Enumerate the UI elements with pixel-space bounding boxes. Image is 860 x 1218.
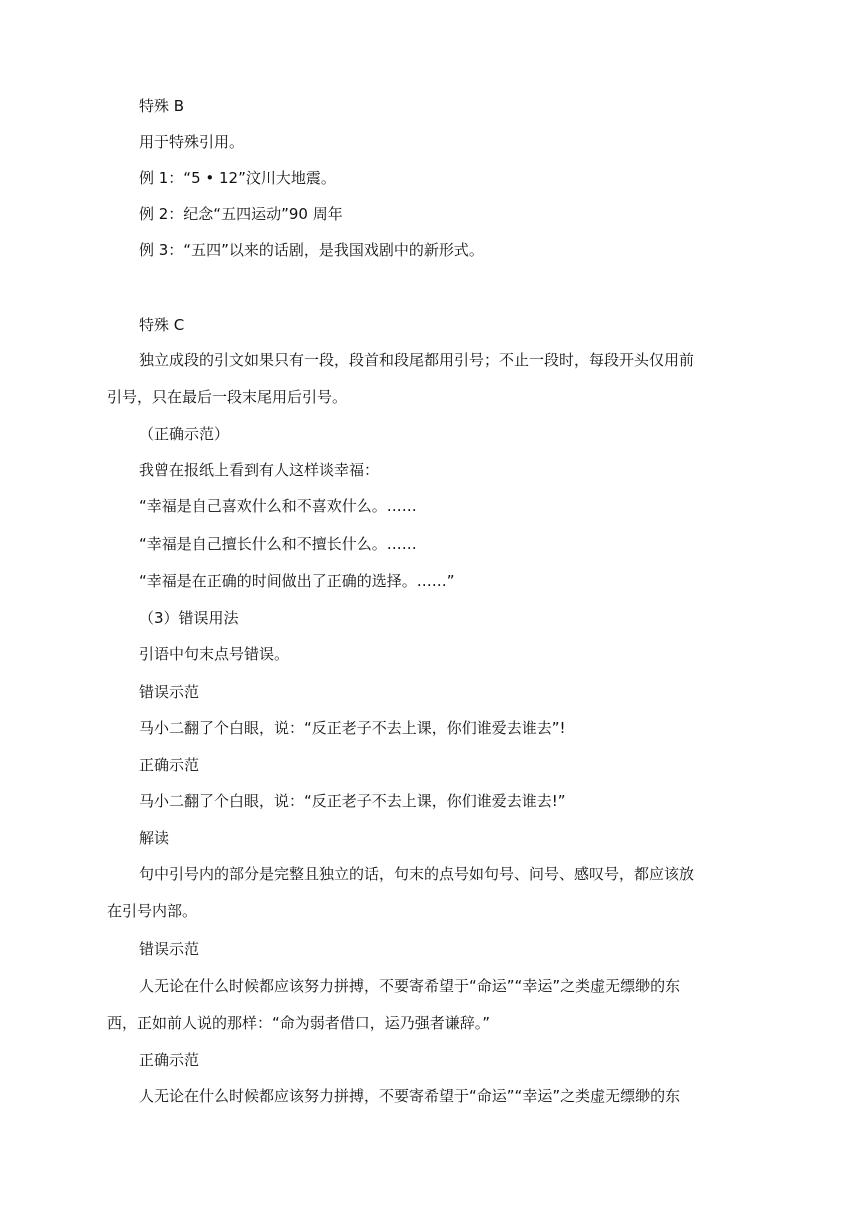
section-c-description <box>107 350 755 407</box>
section-3-heading: （3）错误用法 <box>139 609 239 627</box>
wrong-example-text-1: 马小二翻了个白眼，说：“反正老子不去上课，你们谁爱去谁去”! <box>139 719 566 737</box>
quote-intro: 我曾在报纸上看到有人这样谈幸福： <box>139 461 380 479</box>
section-c-description-line-1: 独立成段的引文如果只有一段，段首和段尾都用引号；不止一段时，每段开头仅用前 <box>139 351 695 369</box>
wrong-example-text-2 <box>107 976 755 1033</box>
quote-paragraph-3: “幸福是在正确的时间做出了正确的选择。……” <box>139 572 455 590</box>
section-b-example-2: 例 2：纪念“五四运动”90 周年 <box>139 205 343 223</box>
explanation-line-2: 在引号内部。 <box>107 902 198 920</box>
section-b-example-1: 例 1：“5 • 12”汶川大地震。 <box>139 169 336 187</box>
wrong-example-2-line-2: 西，正如前人说的那样：“命为弱者借口，运乃强者谦辞。” <box>107 1014 491 1032</box>
right-example-text-1: 马小二翻了个白眼，说：“反正老子不去上课，你们谁爱去谁去!” <box>139 792 566 810</box>
explanation-line-1: 句中引号内的部分是完整且独立的话，句末的点号如句号、问号、感叹号，都应该放 <box>139 865 695 883</box>
quote-paragraph-1: “幸福是自己喜欢什么和不喜欢什么。…… <box>139 497 417 515</box>
right-example-label-1: 正确示范 <box>139 756 200 774</box>
explanation-label: 解读 <box>139 829 170 847</box>
section-c-description-line-2: 引号，只在最后一段末尾用后引号。 <box>107 388 348 406</box>
wrong-example-label-1: 错误示范 <box>139 683 200 701</box>
section-b-example-3: 例 3：“五四”以来的话剧，是我国戏剧中的新形式。 <box>139 241 484 259</box>
wrong-example-label-2: 错误示范 <box>139 940 200 958</box>
right-example-2-line-1: 人无论在什么时候都应该努力拼搏，不要寄希望于“命运”“幸运”之类虚无缥缈的东 <box>139 1087 681 1105</box>
right-example-label-2: 正确示范 <box>139 1051 200 1069</box>
quote-paragraph-2: “幸福是自己擅长什么和不擅长什么。…… <box>139 535 417 553</box>
section-b-heading: 特殊 B <box>139 97 185 115</box>
section-b-description: 用于特殊引用。 <box>139 133 245 151</box>
section-3-description: 引语中句末点号错误。 <box>139 645 290 663</box>
section-c-heading: 特殊 C <box>139 316 185 334</box>
right-example-text-2 <box>107 1086 755 1106</box>
explanation-text <box>107 864 755 921</box>
wrong-example-2-line-1: 人无论在什么时候都应该努力拼搏，不要寄希望于“命运”“幸运”之类虚无缥缈的东 <box>139 977 681 995</box>
correct-example-label: （正确示范） <box>139 425 230 443</box>
